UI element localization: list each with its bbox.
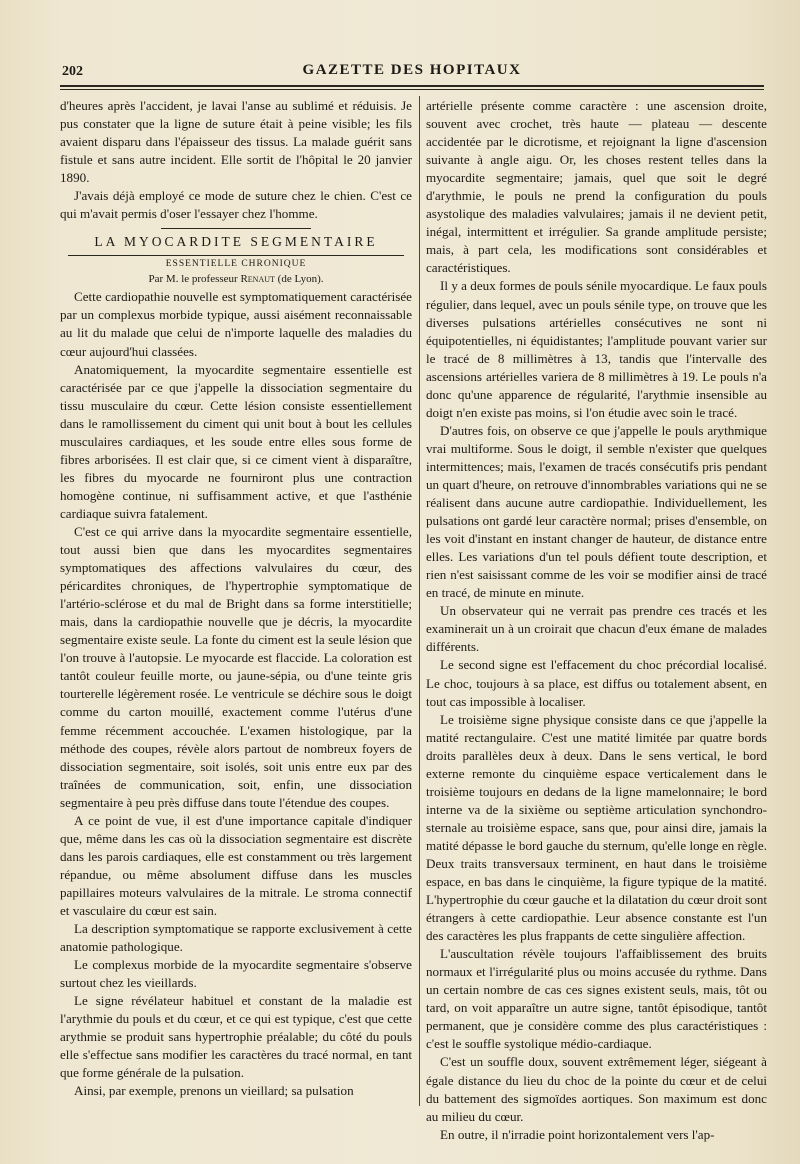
article-title: LA MYOCARDITE SEGMENTAIRE xyxy=(94,234,378,250)
paragraph: C'est ce qui arrive dans la myocardite segmentaire essentielle, tout aussi bien que dans les myocardites segmentaires symptomatiques des affections valvulaires du cœur, des péricardites chroniques, de l'hypertrophie symptomatique de l'artério-sclérose et du mal de Bright dans sa forme interstitielle; mais, dans la cardiopathie nouvelle que je décris, la myocardite segmentaire existe seule. La fonte du ciment est la seule lésion que l'on trouve à l'autopsie. Le myocarde est flaccide. La coloration est tantôt couleur feuille morte, ou jaune-sépia, ou d'une teinte gris tourterelle légèrement rosée. Le ventricule se déchire sous le doigt comme du carton mouillé, exactement comme l'utérus d'une femme récemment accouchée. L'examen histologique, par la méthode des coupes, révèle alors partout de nombreux foyers de dissociation segmentaire, soit isolés, soit unis entre eux par des traînées de communication, soit, enfin, une dissociation segmentaire à peu près diffuse dans toute l'étendue des coupes. xyxy=(60,523,412,810)
paragraph: Le second signe est l'effacement du choc précordial localisé. Le choc, toujours à sa place, est diffus ou totalement absent, en tout cas impossible à localiser. xyxy=(426,657,767,709)
separator xyxy=(161,228,311,229)
byline xyxy=(60,271,412,287)
title-rule xyxy=(68,255,404,256)
paragraph: Le troisième signe physique consiste dans ce que j'appelle la matité rectangulaire. C'est une matité limitée par quatre bords droits parallèles deux à deux. Dans le sens vertical, le bord externe remonte du cinquième espace verticalement dans le troisième toujours en dedans de la ligne mamelonnaire; le bord interne va de la sixième ou septième articulation synchondro-sternale au troisième espace, sans que, pour ainsi dire, jamais la matité dépasse le bord gauche du sternum, qu'elle longe en règle. Deux traits transversaux terminent, en haut dans le troisième espace, en bas dans le cinquième, la figure typique de la matité. L'hypertrophie du cœur gauche et la dilatation du cœur droit sont étrangers à cette cardiopathie. Leur absence constante est l'un des caractères les plus frappants de cette singulière affection. xyxy=(426,711,767,944)
author-name: Renaut xyxy=(240,273,275,286)
paragraph: Un observateur qui ne verrait pas prendre ces tracés et les examinerait un à un croirait que chacun d'eux émane de malades différents. xyxy=(426,603,767,655)
paragraph: artérielle présente comme caractère : une ascension droite, souvent avec crochet, très haute — plateau — descente accidentée par le dicrotisme, et rejoignant la ligne d'ascension suivante à angle aigu. Or, les choses restent telles dans la myocardite segmentaire; jamais, quel que soit le degré d'arythmie, le pouls ne prend la configuration du pouls asystolique des maladies valvulaires; jamais il ne devient petit, inégal, intermittent et irrégulier. Sa grande amplitude persiste; mais, à part cela, les modifications sont considérables et caractéristiques. xyxy=(426,98,767,276)
paragraph: Ainsi, par exemple, prenons un vieillard; sa pulsation xyxy=(74,1083,354,1099)
paragraph: Le complexus morbide de la myocardite segmentaire s'observe surtout chez les vieillards. xyxy=(60,957,412,991)
paragraph: Le signe révélateur habituel et constant de la maladie est l'arythmie du pouls et du cœur, et ce qui est typique, c'est que cette arythmie se produit sans hypertrophie préalable; du côté du pouls elle s'effectue sans modifier les caractères du tracé normal, en tant que forme générale de la pulsation. xyxy=(60,993,412,1081)
left-column xyxy=(60,97,412,1100)
paragraph: La description symptomatique se rapporte exclusivement à cette anatomie pathologique. xyxy=(60,921,412,955)
paragraph: d'heures après l'accident, je lavai l'anse au sublimé et réduisis. Je pus constater que la ligne de suture était à peine visible; les fils avaient disparu dans l'épaisseur des tissus. La malade guérit sans fistule et sans autre incident. Elle sortit de l'hôpital le 20 janvier 1890. xyxy=(60,98,412,186)
byline-prefix: Par M. le professeur xyxy=(148,273,241,286)
right-column xyxy=(426,97,767,1144)
paragraph: C'est un souffle doux, souvent extrêmement léger, siégeant à égale distance du lieu du choc de la pointe du cœur et de celui du battement des sigmoïdes aortiques. Son maximum est donc au milieu du cœur. xyxy=(426,1054,767,1124)
paragraph: Anatomiquement, la myocardite segmentaire essentielle est caractérisée par ce que j'appelle la dissociation segmentaire du tissu musculaire du cœur. Cette lésion consiste essentiellement dans le ramollissement du ciment qui unit bout à bout les cellules musculaires cardiaques, et les soude entre elles sous forme de fibres arborisées. Il est clair que, si ce ciment vient à disparaître, les fibres du myocarde ne fourniront plus une contraction homogène continue, ni suffisamment active, et que l'asthénie cardiaque suivra fatalement. xyxy=(60,361,412,521)
header-rule-thin xyxy=(60,89,764,90)
column-divider xyxy=(419,96,420,1106)
paragraph: J'avais déjà employé ce mode de suture chez le chien. C'est ce qui m'avait permis d'oser l'essayer chez l'homme. xyxy=(60,188,412,222)
paragraph: L'auscultation révèle toujours l'affaiblissement des bruits normaux et l'irrégularité plus ou moins accusée du rythme. Dans un certain nombre de cas ces signes existent seuls, mais, tôt ou tard, on voit apparaître un autre signe, tantôt épisodique, tantôt permanent, que je considère comme des plus caractéristiques : c'est le souffle systolique médio-cardiaque. xyxy=(426,946,767,1052)
page-number: 202 xyxy=(62,64,83,79)
paragraph: Cette cardiopathie nouvelle est symptomatiquement caractérisée par un complexus morbide typique, aussi aisément reconnaissable au lit du malade que celui de n'importe laquelle des maladies du cœur aujourd'hui classées. xyxy=(60,289,412,359)
paragraph: Il y a deux formes de pouls sénile myocardique. Le faux pouls régulier, dans lequel, avec un pouls sénile type, on trouve que les diverses pulsations artérielles consécutives ne sont ni équipotentielles, ni équidistantes; l'amplitude pouvant varier sur le tracé de 8 millimètres à 13, tandis que l'intervalle des ascensions artérielles variera de 8 millimètres à 19. Le pouls n'a donc qu'une apparence de régularité, l'arythmie insensible au doigt n'en existe pas moins, si l'on étudie avec soin le tracé. xyxy=(426,278,767,420)
paragraph: A ce point de vue, il est d'une importance capitale d'indiquer que, même dans les cas où la dissociation segmentaire est discrète dans les parois cardiaques, elle est constamment ou très largement répandue, ou même absolument diffuse dans les muscles papillaires moteurs valvulaires de la mitrale. Le stroma connectif et vasculaire du cœur est sain. xyxy=(60,812,412,918)
header-rule xyxy=(60,85,764,87)
paragraph: D'autres fois, on observe ce que j'appelle le pouls arythmique vrai multiforme. Sous le doigt, il semble n'exister que quelques intermittences; mais, l'examen de tracés consécutifs pris pendant un quart d'heure, on retrouve d'innombrables variations qui ne se réalisent dans aucune autre cardiopathie. Individuellement, les pulsations ont gardé leur caractère normal; prises d'ensemble, on les voit d'instant en instant changer de hauteur, de distance entre elles. Les variations d'un tel pouls défient toute description, et rien n'est saisissant comme de les voir se modifier ainsi de tracé en tracé, de minute en minute. xyxy=(426,422,767,601)
page-header xyxy=(60,58,764,86)
journal-title: GAZETTE DES HOPITAUX xyxy=(302,62,522,78)
byline-suffix: (de Lyon). xyxy=(274,273,324,286)
paragraph: En outre, il n'irradie point horizontalement vers l'ap- xyxy=(440,1126,715,1142)
article-subtitle: ESSENTIELLE CHRONIQUE xyxy=(165,259,307,270)
